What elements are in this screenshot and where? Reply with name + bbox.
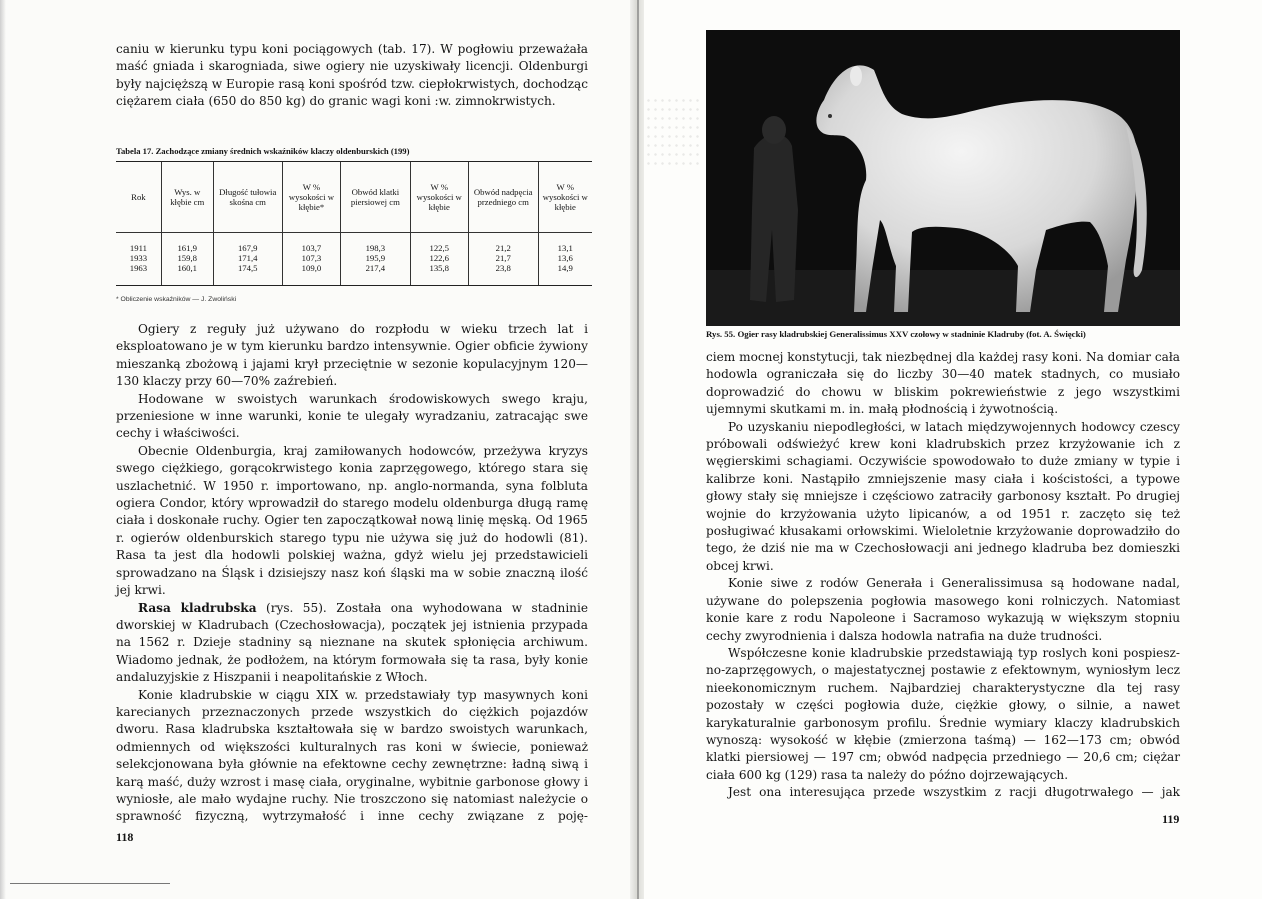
paragraph-text: Jest ona interesująca przede wszystkim z racji długotrwałego — jak (728, 785, 1180, 800)
left-body-text (116, 321, 588, 826)
page-number-left: 118 (116, 830, 134, 844)
table-header-cell: W % wysokości w kłębie* (282, 162, 340, 233)
table-cell: 21,7 (468, 253, 538, 263)
horse-photo-illustration (706, 30, 1180, 326)
paragraph-text: Konie siwe z rodów Generała i Generalissimusa są hodowane nadal, używane do polepszenia pogłowia masowego koni rolniczych. Natomiast konie kare z rodu Napoleone i Sacramoso wykazują w większym stopniu cechy zwyrodnienia i dalsza hodowla natrafia na duże trudności. (706, 576, 1180, 643)
gutter-line (637, 0, 639, 899)
table-header-cell: Obwód nadpęcia przedniego cm (468, 162, 538, 233)
table-row (116, 263, 592, 273)
table-cell: 174,5 (213, 263, 282, 273)
paragraph-text: Hodowane w swoistych warunkach środowiskowych swego kraju, przeniesione w inne warunki, konie te ulegały wyradzaniu, zatracając swe cechy i właściwości. (116, 391, 588, 441)
table-header-cell: Rok (116, 162, 161, 233)
table-header-cell: Obwód klatki piersiowej cm (341, 162, 411, 233)
paragraph-text: Obecnie Oldenburgia, kraj zamiłowanych hodowców, przeżywa kryzys swego ciężkiego, gorącokrwistego konia zaprzęgowego, którego stara się uszlachetnić. W 1950 r. importowano, np. anglo-normanda, syna folbluta ogiera Condor, który wprowadził do starego modelu oldenburga długą ramę ciała i doskonałe ruchy. Ogier ten zapoczątkował nową linię męską. Od 1965 r. ogierów oldenburskich starego typu nie używa się już do hodowli (81). Rasa ta jest dla hodowli polskiej ważna, gdyż wielu jej przedstawicieli sprowadzano na Śląsk i dzisiejszy nasz koń śląski ma w sobie znaczną ilość jej krwi. (116, 443, 588, 598)
table-cell: 195,9 (341, 253, 411, 263)
table-cell: 1933 (129, 253, 148, 263)
paragraph-text: Konie kladrubskie w ciągu XIX w. przedstawiały typ masywnych koni karecianych przeznaczonych przede wszystkich do ciężkich pojazdów dworu. Rasa kladrubska kształtowała się w bardzo swoistych warunkach, odmiennych od większości kulturalnych ras koni w świecie, ponieważ selekcjonowana była głównie na efektowne cechy zewnętrzne: ładną siwą i karą maść, duży wzrost i masę ciała, oryginalne, wybitnie garbonose głowy i wyniosłe, ale mało wydajne ruchy. Nie troszczono się natomiast należycie o sprawność fizyczną, wytrzymałość i inne cechy związane z poję- (116, 687, 588, 824)
table-cell: 21,2 (468, 243, 538, 253)
table-header-cell: W % wysokości w kłębie (410, 162, 468, 233)
table-cell: 160,1 (161, 263, 213, 273)
table-cell: 161,9 (161, 243, 213, 253)
right-body-text (706, 349, 1180, 802)
page-edge-shadow (0, 0, 6, 899)
paragraph-text: (rys. 55). Została ona wyhodowana w stadninie dworskiej w Kladrubach (Czechosłowacja), początek jej istnienia przypada na 1562 r. Dzieje stadniny są nieznane na skutek spłonięcia archiwum. Wiadomo jednak, że podłożem, na którym formowała się ta rasa, były konie andaluzyjskie z Hiszpanii i neapolitańskie z Włoch. (116, 600, 588, 685)
table-cell: 1963 (129, 263, 148, 273)
table-cell: 23,8 (468, 263, 538, 273)
section-heading: Rasa kladrubska (138, 600, 257, 615)
table-row (116, 243, 592, 253)
scan-edge-line (10, 883, 170, 884)
table-cell: 1911 (129, 243, 147, 253)
table-title: Zachodzące zmiany średnich wskaźników klaczy oldenburskich (199) (155, 146, 410, 156)
paragraph-text: Po uzyskaniu niepodległości, w latach międzywojennych hodowcy czescy próbowali odświeżyć krew koni kladrubskich przez krzyżowanie ich z węgierskimi schagiami. Oczywiście spowodowało to duże zmiany w typie i kalibrze koni. Nastąpiło zmniejszenie masy ciała i kościstości, a typowe głowy stały się mniejsze i częściowo zatraciły garbonosy kształt. Po drugiej wojnie do krzyżowania użyto lipicanów, a od 1951 r. zaczęto się też posługiwać kłusakami orłowskimi. Wieloletnie krzyżowanie doprowadziło do tego, że dziś nie ma w Czechosłowacji ani jednego kladruba bez domieszki obcej krwi. (706, 419, 1180, 573)
table-cell: 198,3 (341, 243, 411, 253)
table-header-cell: Wys. w kłębie cm (161, 162, 213, 233)
table-cell: 135,8 (410, 263, 468, 273)
table-cell: 103,7 (282, 243, 340, 253)
page-number-right: 119 (1162, 812, 1180, 826)
table-cell: 159,8 (161, 253, 213, 263)
table-cell: 14,9 (538, 263, 592, 273)
table-cell: 171,4 (213, 253, 282, 263)
table-cell: 122,6 (410, 253, 468, 263)
kladrubska-paragraph (116, 600, 588, 687)
figure-caption: Rys. 55. Ogier rasy kladrubskiej Generalissimus XXV czołowy w stadninie Kladruby (fot. A. Święcki) (706, 329, 1086, 339)
paragraph-text: caniu w kierunku typu koni pociągowych (tab. 17). W pogłowiu przeważała maść gniada i skarogniada, siwe ogiery nie uzyskiwały licencji. Oldenburgi były najcięższą w Europie rasą koni spośród tzw. ciepłokrwistych, dochodząc ciężarem ciała (650 do 850 kg) do granic wagi koni :w. zimnokrwistych. (116, 42, 588, 109)
table-header-cell: Długość tułowia skośna cm (213, 162, 282, 233)
table-label: Tabela 17. (116, 146, 154, 156)
scan-noise (645, 96, 700, 166)
table-header-cell: W % wysokości w kłębie (538, 162, 592, 233)
data-table (116, 161, 592, 289)
paragraph-text: ciem mocnej konstytucji, tak niezbędnej dla każdej rasy koni. Na domiar cała hodowla ograniczała się do liczby 30—40 matek stadnych, co musiało doprowadzić do chowu w bliskim pokrewieństwie z jego wszystkimi ujemnymi skutkami m. in. małą płodnością i żywotnością. (706, 350, 1180, 417)
table-cell: 217,4 (341, 263, 411, 273)
table-cell: 122,5 (410, 243, 468, 253)
paragraph-text: Ogiery z reguły już używano do rozpłodu w wieku trzech lat i eksploatowano je w tym kierunku bardzo intensywnie. Ogier obficie żywiony mieszanką zbożową i jajami krył przeciętnie w sezonie kopulacyjnym 120—130 klaczy przy 60—70% zaźrebień. (116, 322, 588, 389)
paragraph-text: Współczesne konie kladrubskie przedstawiają typ roslych koni pospiesz-no-zaprzęgowych, o majestatycznej postawie z efektownym, wyniosłym lecz nieekonomicznym ruchem. Najbardziej charakterystyczne dla tej rasy pozostały w części pogłowia duże, ciężkie głowy, o silnie, a nawet karykaturalnie garbonosym profilu. Średnie wymiary klaczy kladrubskich wynoszą: wysokość w kłębie (zmierzona taśmą) — 162—173 cm; obwód klatki piersiowej — 197 cm; obwód nadpęcia przedniego — 20,6 cm; ciężar ciała 600 kg (129) rasa ta należy do późno dojrzewających. (706, 645, 1180, 782)
table-row (116, 253, 592, 263)
table-footnote: * Obliczenie wskaźników — J. Zwoliński (116, 296, 237, 303)
left-top-paragraph (116, 41, 588, 111)
table-cell: 167,9 (213, 243, 282, 253)
table-cell: 109,0 (282, 263, 340, 273)
horse-photo (706, 30, 1180, 326)
table-cell: 107,3 (282, 253, 340, 263)
table-cell: 13,6 (538, 253, 592, 263)
table-caption (116, 146, 596, 156)
table-cell: 13,1 (538, 243, 592, 253)
